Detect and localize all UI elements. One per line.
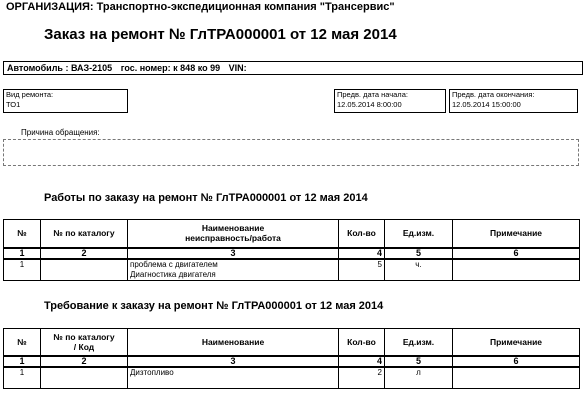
planned-start-label: Предв. дата начала: (337, 90, 408, 99)
works-col-name-line2: неисправность/работа (185, 233, 281, 244)
works-row-note (453, 259, 580, 281)
req-row-name: Дизтопливо (128, 367, 339, 389)
works-num-6: 6 (453, 248, 580, 259)
requirements-table (3, 328, 580, 389)
works-col-no: № (4, 220, 41, 248)
car-plate: гос. номер: к 848 ко 99 (120, 63, 221, 73)
reason-box (3, 139, 579, 166)
works-col-name (128, 220, 339, 248)
works-col-catalog: № по каталогу (41, 220, 128, 248)
works-num-2: 2 (41, 248, 128, 259)
works-header-row (4, 220, 580, 248)
req-col-unit: Ед.изм. (385, 329, 453, 356)
works-row-qty: 5 (339, 259, 385, 281)
works-section-title: Работы по заказу на ремонт № ГлТРА000001 от 12 мая 2014 (44, 192, 368, 204)
requirements-header-row (4, 329, 580, 356)
req-num-3: 3 (128, 356, 339, 367)
works-num-5: 5 (385, 248, 453, 259)
table-row (4, 259, 580, 281)
req-col-catalog-line2: / Код (73, 341, 95, 352)
car-info-box (3, 61, 583, 75)
req-col-name: Наименование (128, 329, 339, 356)
works-row-name (128, 259, 339, 281)
req-num-5: 5 (385, 356, 453, 367)
table-row (4, 367, 580, 389)
works-num-3: 3 (128, 248, 339, 259)
req-col-catalog-line1: № по каталогу (53, 331, 115, 342)
planned-end-value: 12.05.2014 15:00:00 (452, 100, 521, 109)
req-col-catalog (41, 329, 128, 356)
reason-label: Причина обращения: (21, 128, 100, 137)
works-row-no: 1 (4, 259, 41, 281)
req-num-4: 4 (339, 356, 385, 367)
req-num-2: 2 (41, 356, 128, 367)
car-vin: VIN: (228, 63, 247, 73)
document-title: Заказ на ремонт № ГлТРА000001 от 12 мая 2014 (44, 26, 397, 43)
req-col-note: Примечание (453, 329, 580, 356)
req-col-qty: Кол-во (339, 329, 385, 356)
works-number-row (4, 248, 580, 259)
car-model: Автомобиль : ВАЗ-2105 (7, 63, 113, 73)
planned-end-box (449, 89, 578, 113)
planned-end-label: Предв. дата окончания: (452, 90, 535, 99)
req-row-no: 1 (4, 367, 41, 389)
works-col-qty: Кол-во (339, 220, 385, 248)
works-row-catalog (41, 259, 128, 281)
works-row-name-work: Диагностика двигателя (130, 269, 216, 279)
works-col-note: Примечание (453, 220, 580, 248)
works-col-unit: Ед.изм. (385, 220, 453, 248)
req-row-qty: 2 (339, 367, 385, 389)
works-row-unit: ч. (385, 259, 453, 281)
req-num-6: 6 (453, 356, 580, 367)
req-row-catalog (41, 367, 128, 389)
req-row-unit: л (385, 367, 453, 389)
req-col-no: № (4, 329, 41, 356)
works-table (3, 219, 580, 281)
repair-type-label: Вид ремонта: (6, 90, 54, 99)
req-row-note (453, 367, 580, 389)
requirements-number-row (4, 356, 580, 367)
requirements-section-title: Требование к заказу на ремонт № ГлТРА000001 от 12 мая 2014 (44, 300, 384, 312)
works-num-4: 4 (339, 248, 385, 259)
repair-type-value: ТО1 (6, 100, 21, 109)
planned-start-box (334, 89, 446, 113)
repair-type-box (3, 89, 128, 113)
planned-start-value: 12.05.2014 8:00:00 (337, 100, 402, 109)
req-num-1: 1 (4, 356, 41, 367)
works-row-name-fault: проблема с двигателем (130, 259, 218, 269)
organization-line: ОРГАНИЗАЦИЯ: Транспортно-экспедиционная компания "Трансервис" (6, 1, 395, 13)
works-num-1: 1 (4, 248, 41, 259)
works-col-name-line1: Наименование (201, 223, 265, 234)
